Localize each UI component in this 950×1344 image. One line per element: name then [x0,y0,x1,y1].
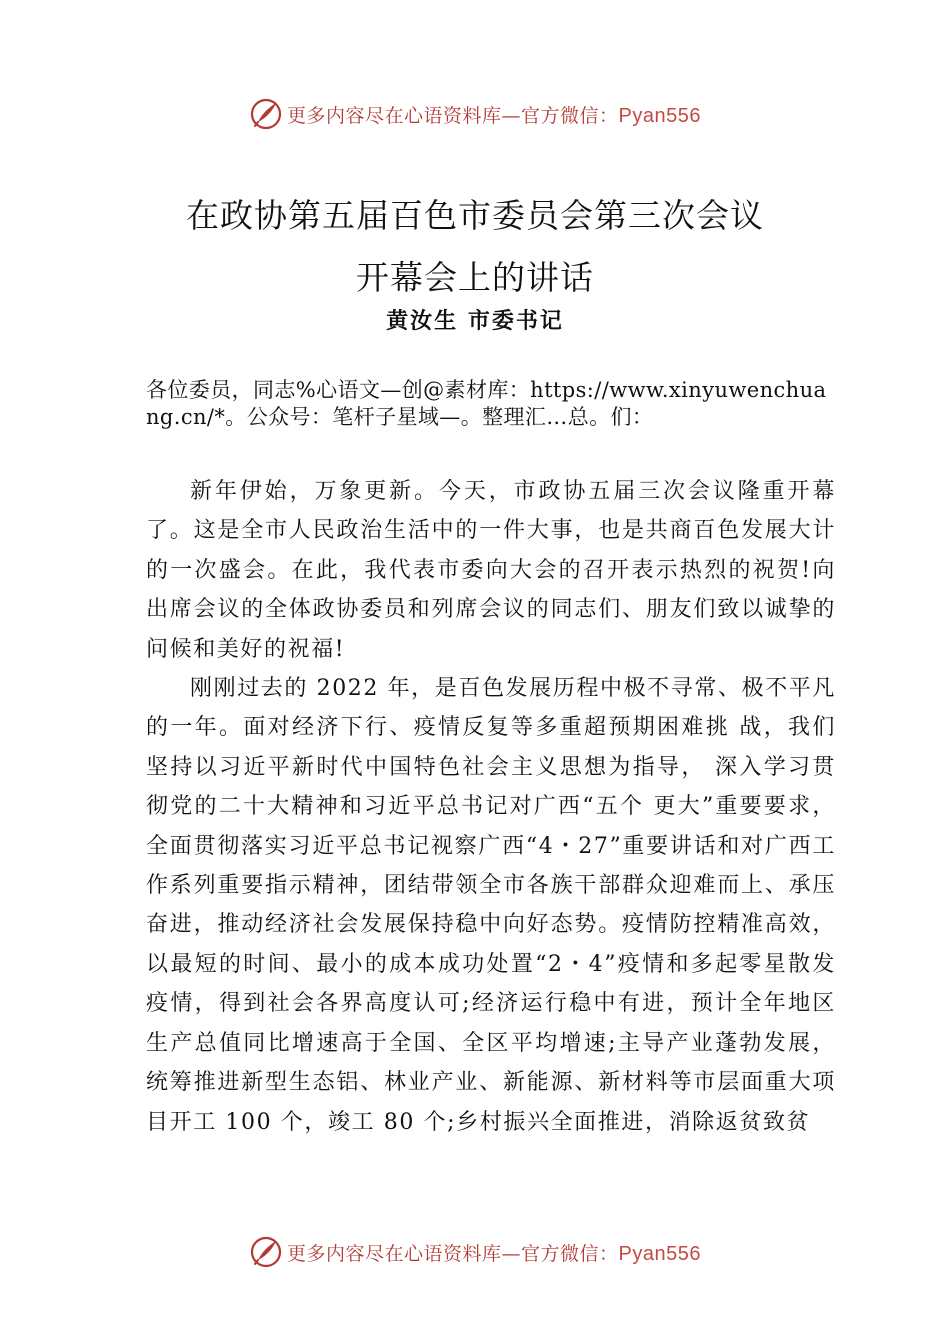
paragraph: 新年伊始，万象更新。今天，市政协五届三次会议隆重开幕了。这是全市人民政治生活中的一件大事，也是共商百色发展大计的一次盛会。在此，我代表市委向大会的召开表示热烈的祝贺!向出席会议的全体政协委员和列席会议的同志们、朋友们致以诚挚的问候和美好的祝福! [146,479,836,662]
quill-pen-logo-icon [249,97,283,131]
document-title-line-1: 在政协第五届百色市委员会第三次会议 [186,196,764,235]
header-banner [0,94,950,134]
banner-text [287,101,701,128]
footer-banner [0,1232,950,1272]
banner-text [287,1239,701,1266]
document-title-line-2: 开幕会上的讲话 [356,258,594,297]
wechat-handle: Pyan556 [618,1242,701,1265]
paragraph: 刚刚过去的 2022 年，是百色发展历程中极不寻常、极不平凡的一年。面对经济下行、疫情反复等多重超预期困难挑 战，我们坚持以习近平新时代中国特色社会主义思想为指导， 深入学习贯彻党的二十大精神和习近平总书记对广西“五个 更大”重要要求，全面贯彻落实习近平总书记视察广西“4・27”重要讲话和对广西工作系列重要指示精神，团结带领全市各族干部群众迎难而上、承压奋进，推动经济社会发展保持稳中向好态势。疫情防控精准高效，以最短的时间、最小的成本成功处置“2・4”疫情和多起零星散发疫情，得到社会各界高度认可;经济运行稳中有进，预计全年地区生产总值同比增速高于全国、全区平均增速;主导产业蓬勃发展，统筹推进新型生态铝、林业产业、新能源、新材料等市层面重大项目开工 100 个，竣工 80 个;乡村振兴全面推进，消除返贫致贫 [146,676,836,1135]
document-byline: 黄汝生 市委书记 [386,308,564,334]
banner-label: 更多内容尽在心语资料库—官方微信： [287,1242,619,1265]
banner-label: 更多内容尽在心语资料库—官方微信： [287,104,619,127]
document-body [146,472,836,1142]
quill-pen-logo-icon [249,1235,283,1269]
salutation: 各位委员，同志%心语文—创@素材库：https://www.xinyuwenchuang.cn/*。公众号：笔杆子星域—。整理汇…总。们： [146,378,827,429]
wechat-handle: Pyan556 [618,104,701,127]
